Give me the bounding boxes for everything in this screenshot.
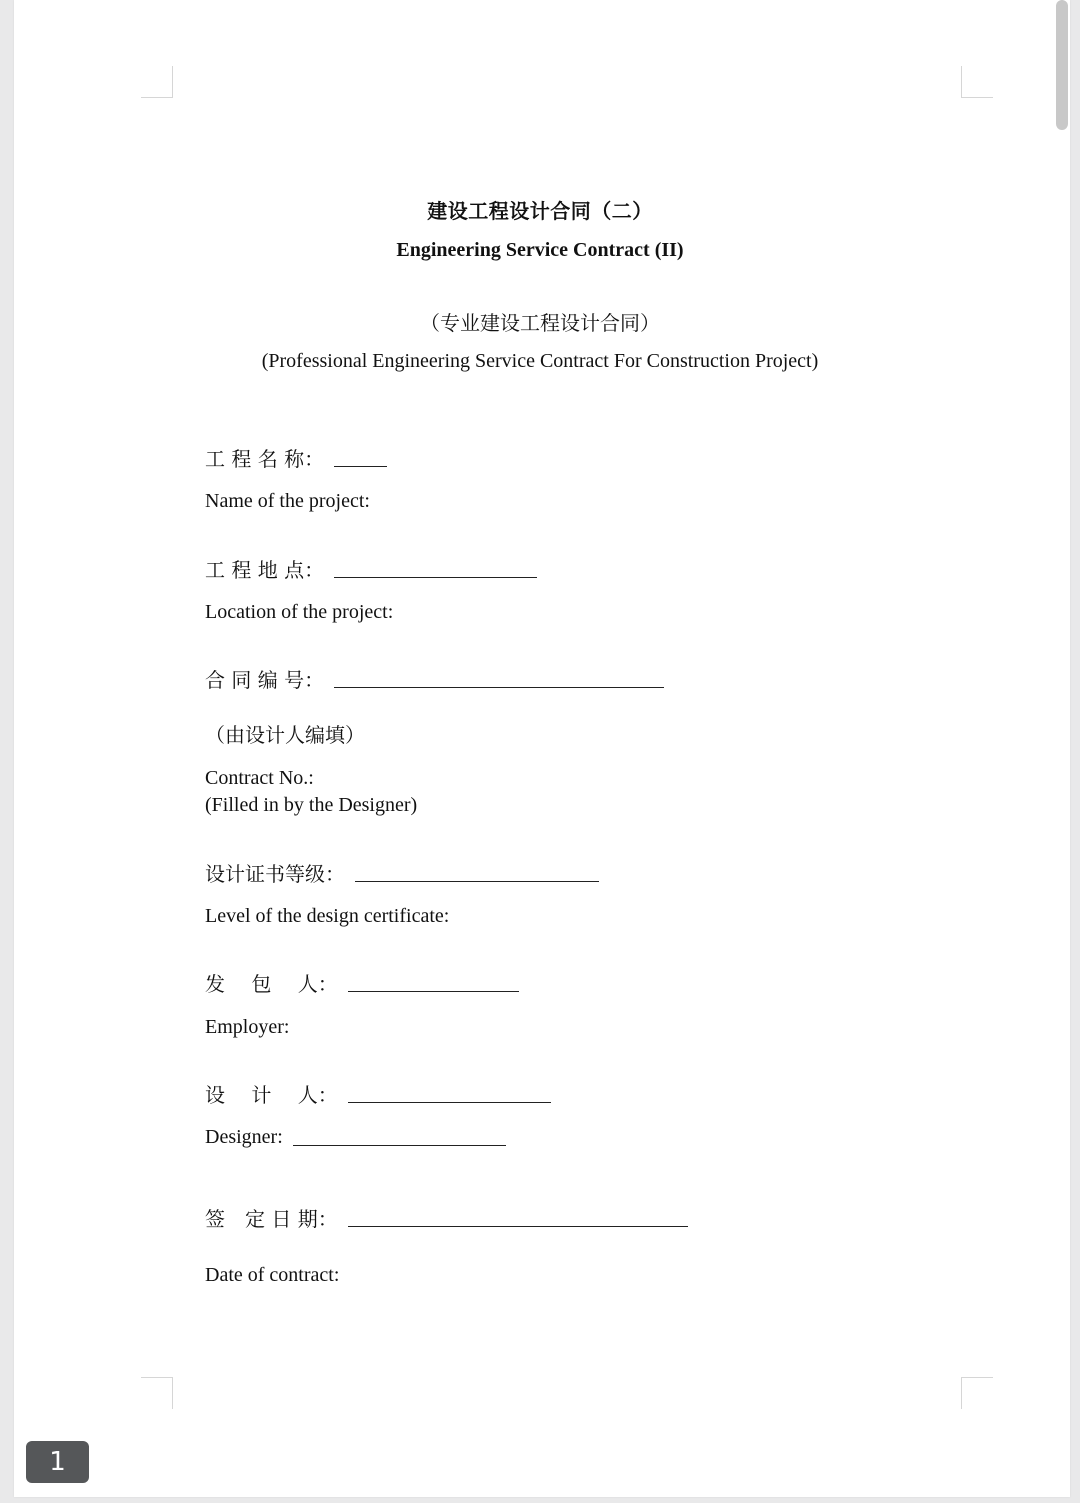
crop-mark-bottom-right [961,1377,993,1409]
contract-no-label-en: Contract No.: [205,767,314,789]
subtitle-english: (Professional Engineering Service Contract For Construction Project) [261,350,819,372]
project-location-blank [334,576,537,578]
field-contract-date [205,1204,688,1232]
project-location-label-en: Location of the project: [205,601,394,623]
employer-label-cn: 发 包 人： [205,972,338,996]
certificate-level-label-cn: 设计证书等级： [205,862,345,886]
designer-blank-en [293,1144,506,1146]
designer-label-cn: 设 计 人： [205,1083,338,1107]
field-project-location [205,555,537,583]
contract-no-blank [334,686,664,688]
subtitle-chinese: （专业建设工程设计合同） [420,311,660,335]
contract-no-note-cn: （由设计人编填） [205,723,365,747]
title-chinese: 建设工程设计合同（二） [427,199,653,223]
contract-date-label-en: Date of contract: [205,1264,340,1286]
designer-label-en: Designer: [205,1126,283,1148]
contract-date-label-cn: 签 定 日 期： [205,1207,338,1231]
crop-mark-top-right [961,66,993,98]
employer-label-en: Employer: [205,1016,290,1038]
project-location-label-cn: 工 程 地 点： [205,558,325,582]
contract-no-note-en: (Filled in by the Designer) [205,794,418,816]
title-english: Engineering Service Contract (II) [396,239,684,261]
project-name-label-en: Name of the project: [205,490,370,512]
crop-mark-bottom-left [141,1377,173,1409]
project-name-blank [334,465,387,467]
contract-date-blank [348,1225,688,1227]
certificate-level-label-en: Level of the design certificate: [205,905,450,927]
field-project-name [205,444,387,472]
document-page [14,0,1070,1497]
employer-blank [348,990,519,992]
designer-blank-cn [348,1101,551,1103]
page-number-badge: 1 [26,1441,89,1483]
vertical-scrollbar[interactable] [1056,0,1068,130]
field-contract-no [205,665,664,693]
contract-no-label-cn: 合 同 编 号： [205,668,325,692]
field-designer-en [205,1123,506,1151]
field-certificate-level [205,859,599,887]
certificate-level-blank [355,880,599,882]
field-designer [205,1080,551,1108]
crop-mark-top-left [141,66,173,98]
project-name-label-cn: 工 程 名 称： [205,447,325,471]
field-employer [205,969,519,997]
